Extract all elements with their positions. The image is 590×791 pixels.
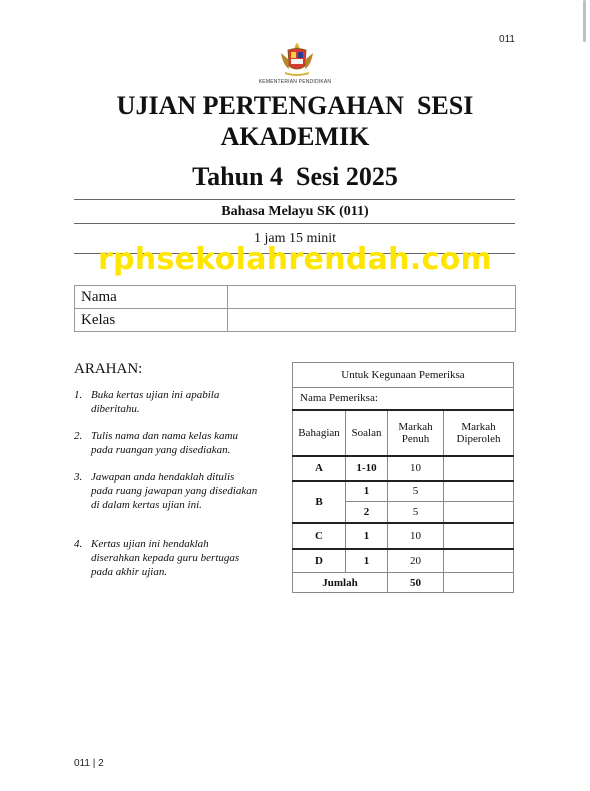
instruction-number: 1. [74,389,83,401]
total-marks: 50 [388,573,444,593]
subject: Bahasa Melayu SK (011) [221,204,369,219]
marks-obtained-cell[interactable] [444,481,514,502]
total-label: Jumlah [293,573,388,593]
header-soalan: Soalan [346,410,388,456]
header-markah-penuh: Markah Penuh [388,410,444,456]
student-info-table [74,285,516,332]
watermark: rphsekolahrendah.com [97,242,493,277]
title-line-1: UJIAN PERTENGAHAN SESI [116,91,474,120]
ministry-label: KEMENTERIAN PENDIDIKAN [258,79,332,85]
full-marks: 10 [388,523,444,549]
full-marks: 20 [388,549,444,573]
instruction-number: 3. [74,471,83,483]
class-field[interactable] [228,309,516,332]
question-number: 1 [346,523,388,549]
class-row [75,309,516,332]
scrollbar[interactable] [583,0,586,42]
marks-obtained-cell[interactable] [444,523,514,549]
full-marks: 5 [388,481,444,502]
instruction-text: Buka kertas ujian ini apabila diberitahu. [91,389,220,415]
question-number: 1-10 [346,456,388,481]
marks-obtained-cell[interactable] [444,549,514,573]
instruction-number: 4. [74,538,83,550]
instructions-heading: ARAHAN: [74,361,143,377]
full-marks: 10 [388,456,444,481]
question-number: 1 [346,549,388,573]
class-label: Kelas [75,309,228,332]
instruction-item [74,470,259,512]
name-field[interactable] [228,286,516,309]
section-label: B [293,481,346,523]
name-row [75,286,516,309]
section-label: D [293,549,346,573]
instruction-text: Tulis nama dan nama kelas kamu pada ruangan yang disediakan. [91,430,238,456]
examiner-table-title: Untuk Kegunaan Pemeriksa [293,363,514,388]
coat-of-arms-logo [277,41,317,77]
divider [74,199,515,200]
header-bahagian: Bahagian [293,410,346,456]
marks-obtained-cell[interactable] [444,502,514,523]
marks-obtained-cell[interactable] [444,456,514,481]
year-session: Tahun 4 Sesi 2025 [192,162,398,191]
instruction-item [74,537,259,579]
instruction-text: Jawapan anda hendaklah ditulis pada ruang jawapan yang disediakan di dalam kertas ujian ini. [91,471,258,511]
section-label: C [293,523,346,549]
title-line-2: AKADEMIK [220,122,370,151]
header-markah-diperoleh: Markah Diperoleh [444,410,514,456]
question-number: 1 [346,481,388,502]
question-number: 2 [346,502,388,523]
section-label: A [293,456,346,481]
instruction-item [74,429,259,457]
duration: 1 jam 15 minit [253,231,337,246]
divider [74,223,515,224]
exam-title [0,90,590,152]
total-obtained-cell[interactable] [444,573,514,593]
full-marks: 5 [388,502,444,523]
examiner-name-label: Nama Pemeriksa: [293,388,514,410]
page-code: 011 [499,34,515,45]
examiner-table [292,362,514,593]
instruction-item [74,388,259,416]
instruction-text: Kertas ujian ini hendaklah diserahkan kepada guru bertugas pada akhir ujian. [91,538,240,578]
page-footer: 011 | 2 [74,758,104,769]
name-label: Nama [75,286,228,309]
instruction-number: 2. [74,430,83,442]
